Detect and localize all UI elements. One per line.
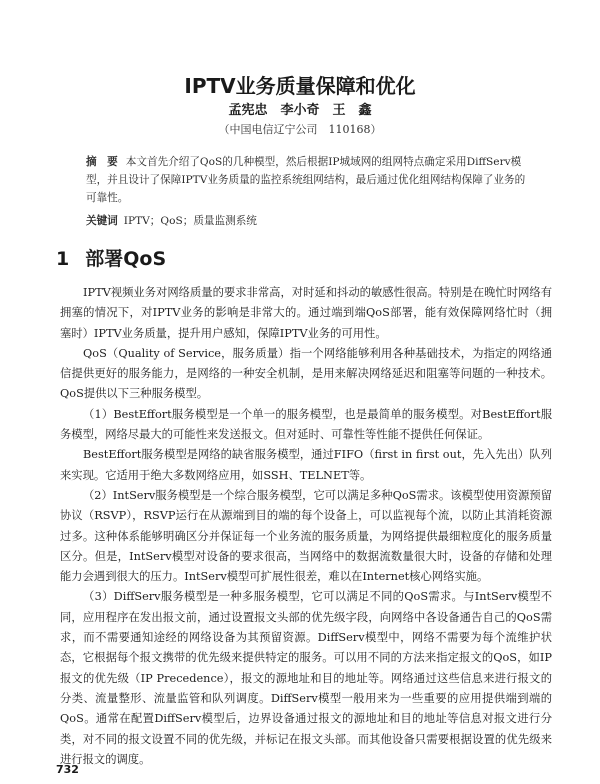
section-heading <box>56 244 166 271</box>
section-number: 1 <box>56 248 70 270</box>
abstract-text: 本文首先介绍了QoS的几种模型，然后根据IP城域网的组网特点确定采用DiffServ模型，并且设计了保障IPTV业务质量的监控系统组网结构，最后通过优化组网结构保障了业务的可靠性。 <box>86 156 526 204</box>
abstract-label: 摘 要 <box>86 156 118 168</box>
author-affiliation: （中国电信辽宁公司 110168） <box>218 123 382 136</box>
paper-title: IPTV业务质量保障和优化 <box>184 74 416 98</box>
paragraph: （1）BestEffort服务模型是一个单一的服务模型，也是最简单的服务模型。对BestEffort服务模型，网络尽最大的可能性来发送报文。但对延时、可靠性等性能不提供任何保证。 <box>60 407 552 442</box>
body-text <box>60 283 552 770</box>
abstract <box>86 153 530 207</box>
paragraph: （2）IntServ服务模型是一个综合服务模型，它可以满足多种QoS需求。该模型使用资源预留协议（RSVP），RSVP运行在从源端到目的端的每个设备上，可以监视每个流，以防止其消耗资源过多。这种体系能够明确区分并保证每一个业务流的服务质量，为网络提供最细粒度化的服务质量区分。但是，IntServ模型对设备的要求很高，当网络中的数据流数量很大时，设备的存储和处理能力会遇到很大的压力。IntServ模型可扩展性很差，难以在Internet核心网络实施。 <box>60 488 552 584</box>
paragraph: BestEffort服务模型是网络的缺省服务模型，通过FIFO（first in first out，先入先出）队列来实现。它适用于绝大多数网络应用，如SSH、TELNET等。 <box>60 448 552 482</box>
section-title: 部署QoS <box>85 248 167 270</box>
keywords-text: IPTV；QoS；质量监测系统 <box>123 215 257 227</box>
paragraph: （3）DiffServ服务模型是一种多服务模型，它可以满足不同的QoS需求。与IntServ模型不同，应用程序在发出报文前，通过设置报文头部的优先级字段，向网络中各设备通告自己的QoS需求，而不需要通知途经的网络设备为其预留资源。DiffServ模型中，网络不需要为每个流维护状态，它根据每个报文携带的优先级来提供特定的服务。可以用不同的方法来指定报文的QoS，如IP报文的优先级（IP Precedence），报文的源地址和目的地址等。网络通过这些信息来进行报文的分类、流量整形、流量监管和队列调度。DiffServ模型一般用来为一些重要的应用提供端到端的QoS。通常在配置DiffServ模型后，边界设备通过报文的源地址和目的地址等信息对报文进行分类，对不同的报文设置不同的优先级，并标记在报文头部。而其他设备只需要根据设置的优先级来进行报文的调度。 <box>60 590 552 766</box>
paragraph: IPTV视频业务对网络质量的要求非常高，对时延和抖动的敏感性很高。特别是在晚忙时网络有拥塞的情况下，对IPTV业务的影响是非常大的。通过端到端QoS部署，能有效保障网络忙时（拥塞时）IPTV业务质量，提升用户感知，保障IPTV业务的可用性。 <box>60 286 552 340</box>
keywords <box>86 212 530 230</box>
paper-authors: 孟宪忠 李小奇 王 鑫 <box>228 103 372 118</box>
page-number: 732 <box>56 763 79 776</box>
keywords-label: 关键词 <box>86 215 118 227</box>
paragraph: QoS（Quality of Service，服务质量）指一个网络能够利用各种基础技术，为指定的网络通信提供更好的服务能力，是网络的一种安全机制，是用来解决网络延迟和阻塞等问题的一种技术。QoS提供以下三种服务模型。 <box>60 346 552 401</box>
